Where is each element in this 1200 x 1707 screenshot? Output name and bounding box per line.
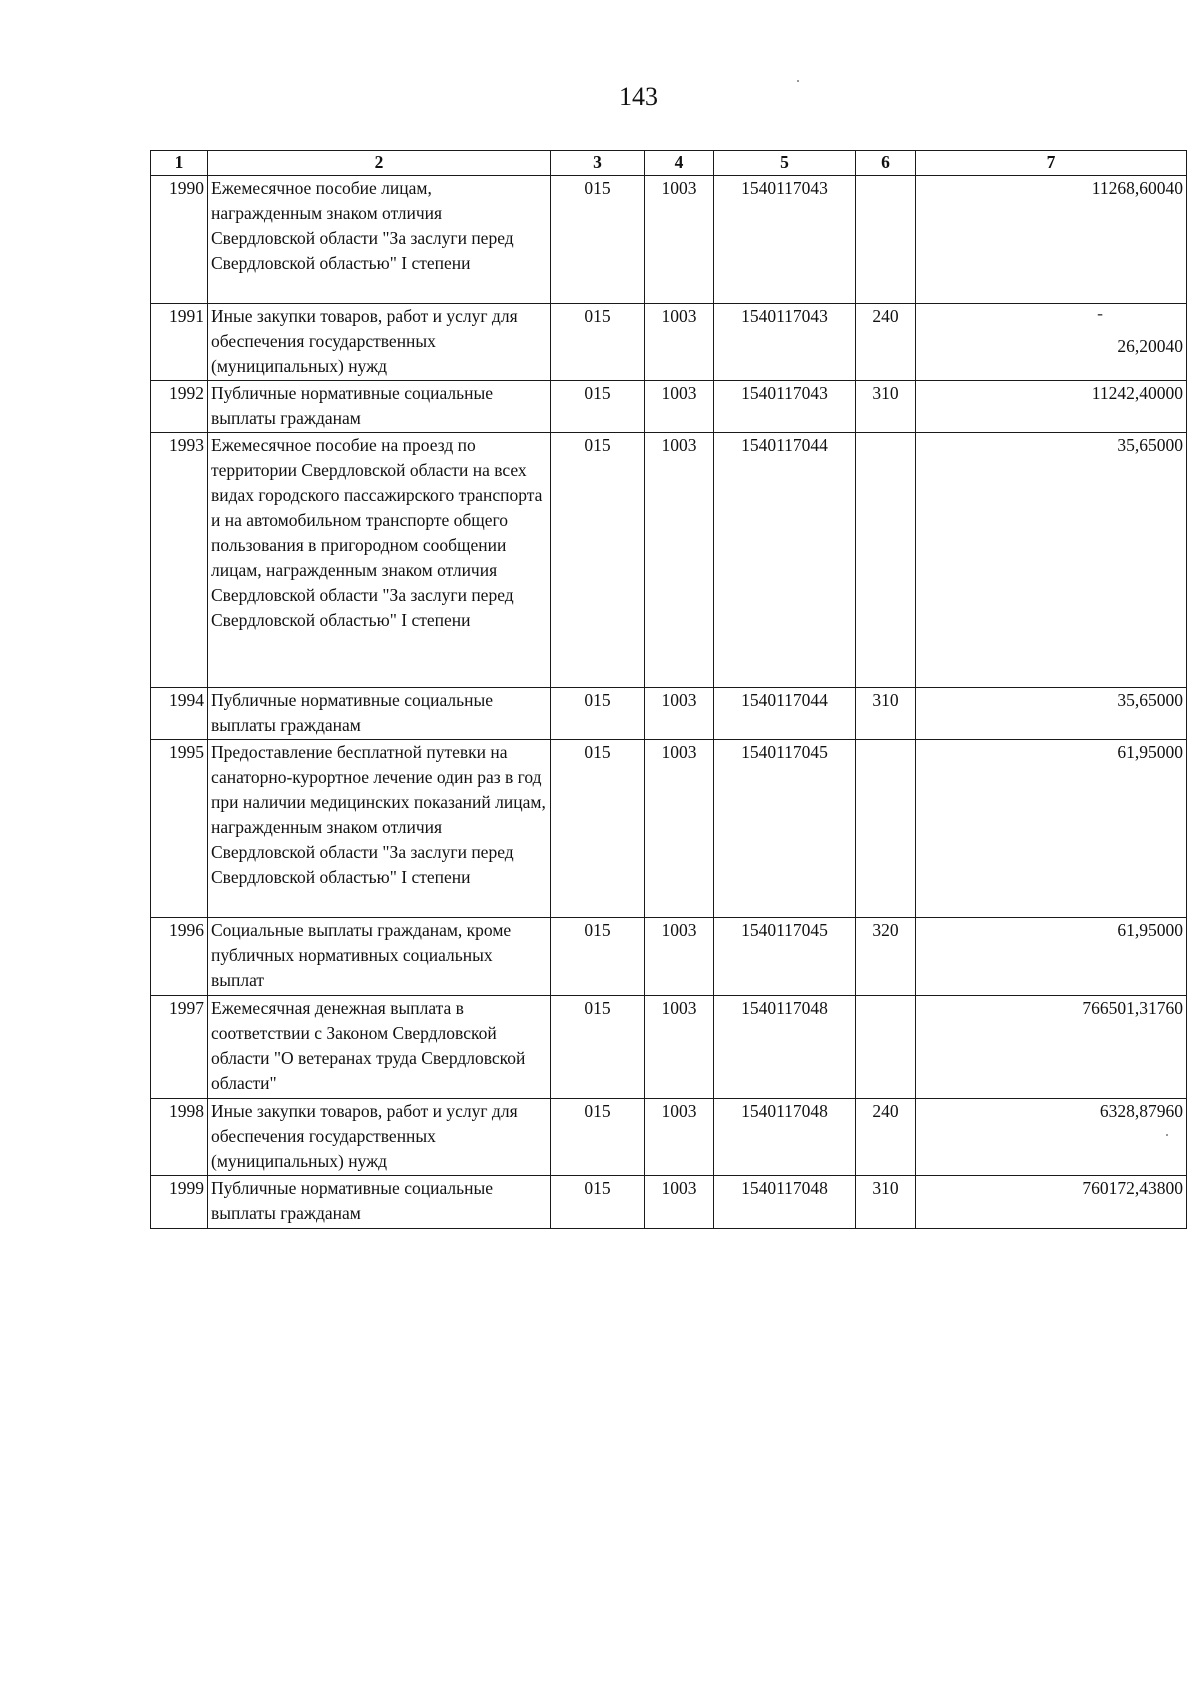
- row-section-code: 1003: [645, 740, 714, 918]
- row-agency-code: 015: [551, 381, 645, 433]
- row-section-code: 1003: [645, 381, 714, 433]
- scan-speck: [797, 80, 799, 82]
- row-expense-type: 310: [856, 1176, 916, 1229]
- table-row: [151, 381, 1187, 433]
- row-agency-code: 015: [551, 918, 645, 996]
- header-cell-agency: 3: [551, 151, 645, 176]
- table-row: [151, 1099, 1187, 1176]
- row-agency-code: 015: [551, 433, 645, 688]
- header-cell-description: 2: [208, 151, 551, 176]
- row-agency-code: 015: [551, 688, 645, 740]
- row-target-code: 1540117043: [714, 304, 856, 381]
- table-row: [151, 304, 1187, 381]
- table-row: [151, 918, 1187, 996]
- row-description: Публичные нормативные социальные выплаты гражданам: [208, 688, 551, 740]
- row-section-code: 1003: [645, 1099, 714, 1176]
- row-target-code: 1540117045: [714, 918, 856, 996]
- row-agency-code: 015: [551, 740, 645, 918]
- row-expense-type: 240: [856, 304, 916, 381]
- row-section-code: 1003: [645, 688, 714, 740]
- row-amount: [916, 304, 1187, 381]
- row-section-code: 1003: [645, 996, 714, 1099]
- row-line-number: 1993: [151, 433, 208, 688]
- row-description: Иные закупки товаров, работ и услуг для обеспечения государственных (муниципальных) нужд: [208, 304, 551, 381]
- row-target-code: 1540117043: [714, 381, 856, 433]
- row-description: Ежемесячная денежная выплата в соответствии с Законом Свердловской области "О ветеранах труда Свердловской области": [208, 996, 551, 1099]
- row-amount: 61,95000: [916, 918, 1187, 996]
- row-description: Ежемесячное пособие лицам, награжденным знаком отличия Свердловской области "За заслуги перед Свердловской областью" I степени: [208, 176, 551, 304]
- row-amount: 35,65000: [916, 433, 1187, 688]
- row-description: Публичные нормативные социальные выплаты гражданам: [208, 1176, 551, 1229]
- row-amount: 11268,60040: [916, 176, 1187, 304]
- row-amount: 35,65000: [916, 688, 1187, 740]
- budget-table: [150, 150, 1187, 1229]
- row-target-code: 1540117045: [714, 740, 856, 918]
- row-expense-type: [856, 740, 916, 918]
- row-target-code: 1540117048: [714, 1099, 856, 1176]
- header-cell-line: 1: [151, 151, 208, 176]
- row-line-number: 1999: [151, 1176, 208, 1229]
- page-number: 143: [619, 82, 658, 111]
- row-amount: 766501,31760: [916, 996, 1187, 1099]
- row-agency-code: 015: [551, 176, 645, 304]
- row-amount-value: 26,20040: [1117, 336, 1183, 356]
- row-target-code: 1540117044: [714, 433, 856, 688]
- row-section-code: 1003: [645, 433, 714, 688]
- row-expense-type: [856, 176, 916, 304]
- row-expense-type: 320: [856, 918, 916, 996]
- header-cell-section: 4: [645, 151, 714, 176]
- row-description: Социальные выплаты гражданам, кроме публичных нормативных социальных выплат: [208, 918, 551, 996]
- row-section-code: 1003: [645, 304, 714, 381]
- row-line-number: 1995: [151, 740, 208, 918]
- row-line-number: 1998: [151, 1099, 208, 1176]
- row-target-code: 1540117043: [714, 176, 856, 304]
- row-agency-code: 015: [551, 996, 645, 1099]
- row-agency-code: 015: [551, 1099, 645, 1176]
- row-amount: 61,95000: [916, 740, 1187, 918]
- row-description: Иные закупки товаров, работ и услуг для обеспечения государственных (муниципальных) нужд: [208, 1099, 551, 1176]
- row-agency-code: 015: [551, 1176, 645, 1229]
- row-amount: 6328,87960: [916, 1099, 1187, 1176]
- row-description: Публичные нормативные социальные выплаты гражданам: [208, 381, 551, 433]
- row-section-code: 1003: [645, 918, 714, 996]
- header-cell-expense-type: 6: [856, 151, 916, 176]
- row-target-code: 1540117048: [714, 1176, 856, 1229]
- row-amount: 11242,40000: [916, 381, 1187, 433]
- row-agency-code: 015: [551, 304, 645, 381]
- row-line-number: 1992: [151, 381, 208, 433]
- row-expense-type: 240: [856, 1099, 916, 1176]
- row-line-number: 1991: [151, 304, 208, 381]
- row-line-number: 1996: [151, 918, 208, 996]
- table-row: [151, 688, 1187, 740]
- pen-dash-mark: -: [1097, 303, 1103, 323]
- table-row: [151, 176, 1187, 304]
- table-row: [151, 740, 1187, 918]
- row-line-number: 1994: [151, 688, 208, 740]
- table-row: [151, 1176, 1187, 1229]
- row-section-code: 1003: [645, 1176, 714, 1229]
- row-line-number: 1990: [151, 176, 208, 304]
- row-expense-type: [856, 433, 916, 688]
- row-line-number: 1997: [151, 996, 208, 1099]
- row-amount: 760172,43800: [916, 1176, 1187, 1229]
- row-expense-type: [856, 996, 916, 1099]
- row-target-code: 1540117044: [714, 688, 856, 740]
- table-row: [151, 433, 1187, 688]
- row-expense-type: 310: [856, 381, 916, 433]
- row-description: Предоставление бесплатной путевки на санаторно-курортное лечение один раз в год при наличии медицинских показаний лицам, награжденным знаком отличия Свердловской области "За заслуги перед Свердловской областью" I степени: [208, 740, 551, 918]
- header-row: [151, 151, 1187, 176]
- row-section-code: 1003: [645, 176, 714, 304]
- header-cell-amount: 7: [916, 151, 1187, 176]
- row-description: Ежемесячное пособие на проезд по территории Свердловской области на всех видах городского пассажирского транспорта и на автомобильном транспорте общего пользования в пригородном сообщении лицам, награжденным знаком отличия Свердловской области "За заслуги перед Свердловской областью" I степени: [208, 433, 551, 688]
- table-row: [151, 996, 1187, 1099]
- row-target-code: 1540117048: [714, 996, 856, 1099]
- header-cell-target: 5: [714, 151, 856, 176]
- row-expense-type: 310: [856, 688, 916, 740]
